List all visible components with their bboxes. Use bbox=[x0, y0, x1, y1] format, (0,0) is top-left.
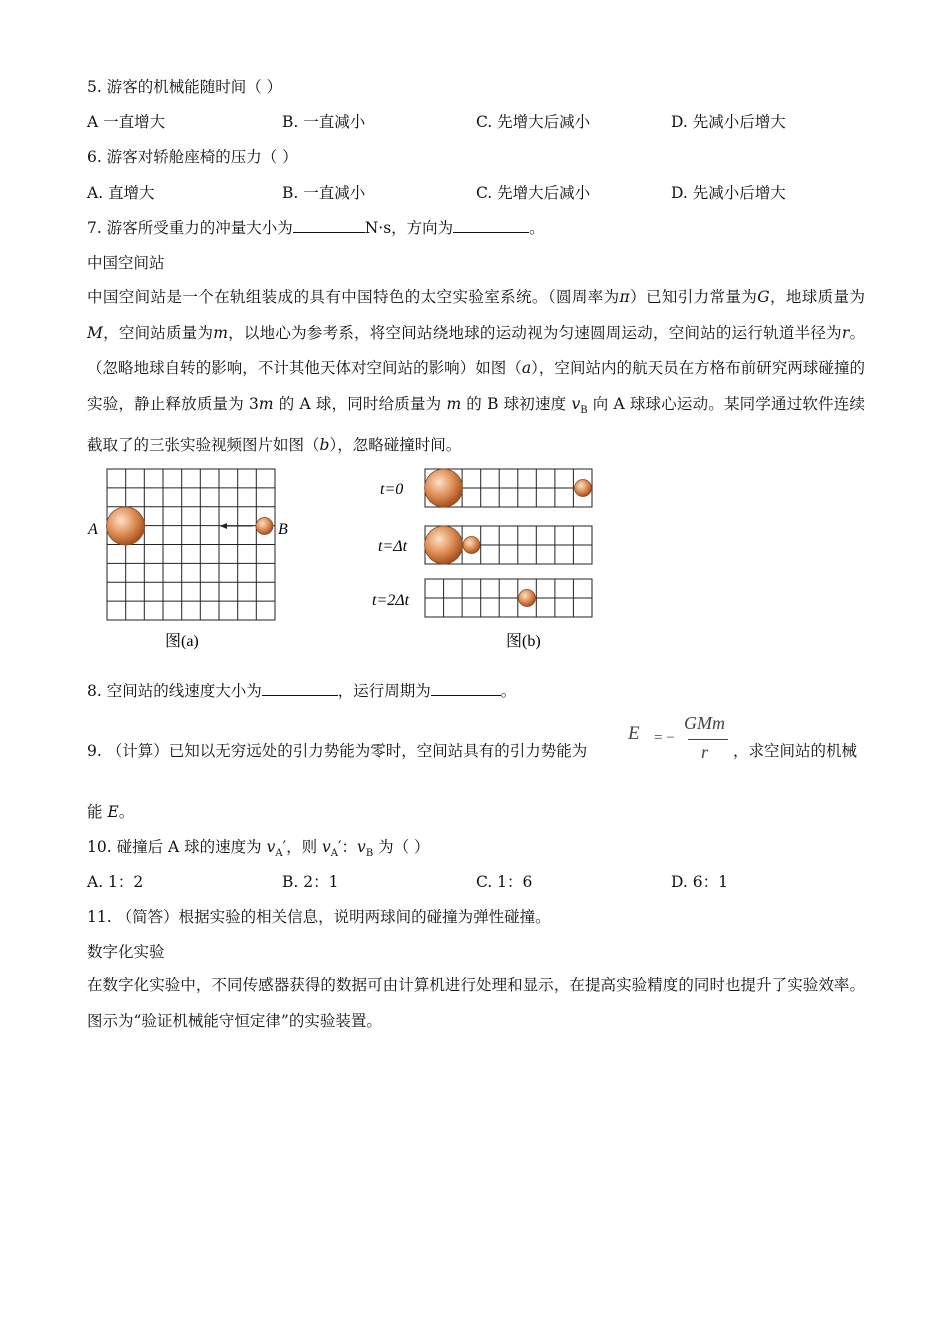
station-text-11: ），忽略碰撞时间。 bbox=[329, 436, 462, 455]
symbol-G: G bbox=[757, 288, 770, 306]
q10-text-2: ′，则 bbox=[282, 838, 323, 856]
q9-line2 bbox=[87, 801, 134, 823]
station-text-1: 中国空间站是一个在轨组装成的具有中国特色的太空实验室系统。（圆周率为 bbox=[87, 288, 620, 306]
q7-line bbox=[87, 217, 545, 239]
q10-stem bbox=[87, 836, 430, 865]
q10-va-sub: A bbox=[275, 848, 283, 860]
q10-va-2-sub: A bbox=[330, 848, 339, 860]
q8-mid: ，运行周期为 bbox=[337, 682, 431, 700]
frame-t0-ball-b bbox=[575, 480, 592, 497]
q7-blank-2[interactable] bbox=[453, 218, 529, 233]
q8-blank-2[interactable] bbox=[431, 681, 501, 696]
q10-text-4: 为（ ） bbox=[373, 838, 430, 856]
q10-option-b[interactable]: B. 2：1 bbox=[282, 873, 339, 891]
frame-t0 bbox=[380, 469, 592, 507]
frame-t1 bbox=[378, 526, 592, 564]
q10-text-1: 10. 碰撞后 A 球的速度为 bbox=[87, 838, 267, 856]
q9-symbol-e: E bbox=[107, 803, 119, 821]
symbol-r: r bbox=[841, 323, 850, 342]
q5-option-b[interactable]: B. 一直减小 bbox=[282, 113, 366, 131]
q7-suffix: 。 bbox=[529, 219, 545, 237]
pi-symbol: π bbox=[619, 288, 630, 306]
station-text-4: ，空间站质量为 bbox=[102, 323, 214, 342]
frame-t2 bbox=[372, 579, 592, 617]
label-a: A bbox=[88, 521, 98, 538]
frame-t1-ball-b bbox=[463, 537, 480, 554]
q6-option-b[interactable]: B. 一直减小 bbox=[282, 184, 366, 202]
q10-option-d[interactable]: D. 6：1 bbox=[671, 873, 728, 891]
station-text-10: 向 A 球球心运动。某同学通过软件连续截取了的三张实验视频图片如图（ bbox=[87, 394, 865, 455]
q9-suffix: ，求空间站的机械 bbox=[733, 742, 858, 760]
q10-vb-sub: B bbox=[365, 848, 374, 860]
symbol-a: a bbox=[521, 359, 532, 377]
symbol-b: b bbox=[319, 436, 330, 455]
station-text-3: ，地球质量为 bbox=[769, 288, 865, 306]
q10-text-3: ′： bbox=[338, 838, 358, 856]
frame-t2-label: t=2Δt bbox=[372, 592, 410, 609]
frame-t1-label: t=Δt bbox=[378, 538, 408, 555]
station-text-9: 的 B 球初速度 bbox=[461, 394, 572, 413]
q10-option-c[interactable]: C. 1：6 bbox=[476, 873, 533, 891]
frame-t1-ball-a bbox=[425, 526, 463, 564]
symbol-M: M bbox=[87, 323, 103, 342]
label-b: B bbox=[278, 521, 288, 538]
formula-fraction-bar bbox=[688, 739, 728, 740]
station-paragraph bbox=[87, 280, 865, 464]
symbol-v: v bbox=[571, 394, 581, 413]
station-text-5: ，以地心为参考系，将空间站绕地球的运动视为匀速圆周运动，空间站的运行轨道半径为 bbox=[227, 323, 842, 342]
q9-prefix: 9. （计算）已知以无穷远处的引力势能为零时，空间站具有的引力势能为 bbox=[87, 742, 588, 760]
q8-suffix: 。 bbox=[500, 682, 517, 700]
q10-va: v bbox=[266, 838, 276, 856]
figure-b bbox=[360, 465, 600, 655]
station-text-7: ），空间站内的航天员在方格布前研究两球碰撞的实验，静止释放质量为 3 bbox=[87, 359, 865, 413]
symbol-v-sub: B bbox=[580, 404, 588, 416]
symbol-m-2: m bbox=[258, 394, 274, 413]
q5-option-a[interactable]: A 一直增大 bbox=[87, 113, 166, 131]
frame-t0-label: t=0 bbox=[380, 481, 404, 498]
q7-mid: N·s，方向为 bbox=[364, 219, 454, 237]
q9-line2-post: 。 bbox=[118, 803, 135, 821]
symbol-m: m bbox=[213, 323, 228, 342]
station-text-2: ）已知引力常量为 bbox=[629, 288, 758, 306]
ball-a bbox=[107, 507, 145, 545]
q10-vb: v bbox=[357, 838, 366, 856]
ball-b bbox=[256, 518, 273, 535]
q11-text: 11. （简答）根据实验的相关信息，说明两球间的碰撞为弹性碰撞。 bbox=[87, 908, 551, 926]
formula-denominator: r bbox=[701, 742, 709, 762]
q5-option-d[interactable]: D. 先减小后增大 bbox=[671, 113, 786, 131]
section-title-station: 中国空间站 bbox=[87, 254, 165, 272]
q6-option-d[interactable]: D. 先减小后增大 bbox=[671, 184, 786, 202]
q10-va-2: v bbox=[322, 838, 331, 856]
formula-e: E bbox=[628, 723, 640, 744]
q8-line bbox=[87, 680, 516, 702]
q6-stem: 6. 游客对轿舱座椅的压力（ ） bbox=[87, 148, 298, 166]
q7-blank-1[interactable] bbox=[293, 218, 365, 233]
formula-eq: = − bbox=[654, 730, 675, 746]
figure-a-caption: 图(a) bbox=[165, 633, 199, 650]
q7-prefix: 7. 游客所受重力的冲量大小为 bbox=[87, 219, 293, 237]
figure-a bbox=[85, 465, 288, 655]
q9-line2-pre: 能 bbox=[87, 803, 108, 821]
q10-option-a[interactable]: A. 1：2 bbox=[87, 873, 144, 891]
frame-t0-ball-a bbox=[425, 469, 463, 507]
q5-stem: 5. 游客的机械能随时间（ ） bbox=[87, 78, 283, 96]
q6-option-c[interactable]: C. 先增大后减小 bbox=[476, 184, 591, 202]
section-title-digital: 数字化实验 bbox=[87, 943, 165, 961]
figure-a-grid bbox=[107, 469, 275, 620]
q6-option-a[interactable]: A. 直增大 bbox=[87, 184, 155, 202]
station-text-6: 。（忽略地球自转的影响，不计其他天体对空间站的影响）如图（ bbox=[87, 323, 865, 377]
symbol-m-3: m bbox=[446, 394, 462, 413]
q5-option-c[interactable]: C. 先增大后减小 bbox=[476, 113, 591, 131]
digital-paragraph: 在数字化实验中，不同传感器获得的数据可由计算机进行处理和显示，在提高实验精度的同时也提升了实验效率。图示为“验证机械能守恒定律”的实验装置。 bbox=[87, 976, 865, 1030]
velocity-arrow-icon bbox=[220, 523, 253, 529]
frame-t2-ball-b bbox=[519, 590, 536, 607]
figure-b-caption: 图(b) bbox=[506, 633, 541, 650]
station-text-8: 的 A 球，同时给质量为 bbox=[273, 394, 447, 413]
q8-blank-1[interactable] bbox=[262, 681, 338, 696]
formula-numerator: GMm bbox=[684, 713, 725, 733]
q8-prefix: 8. 空间站的线速度大小为 bbox=[87, 682, 262, 700]
